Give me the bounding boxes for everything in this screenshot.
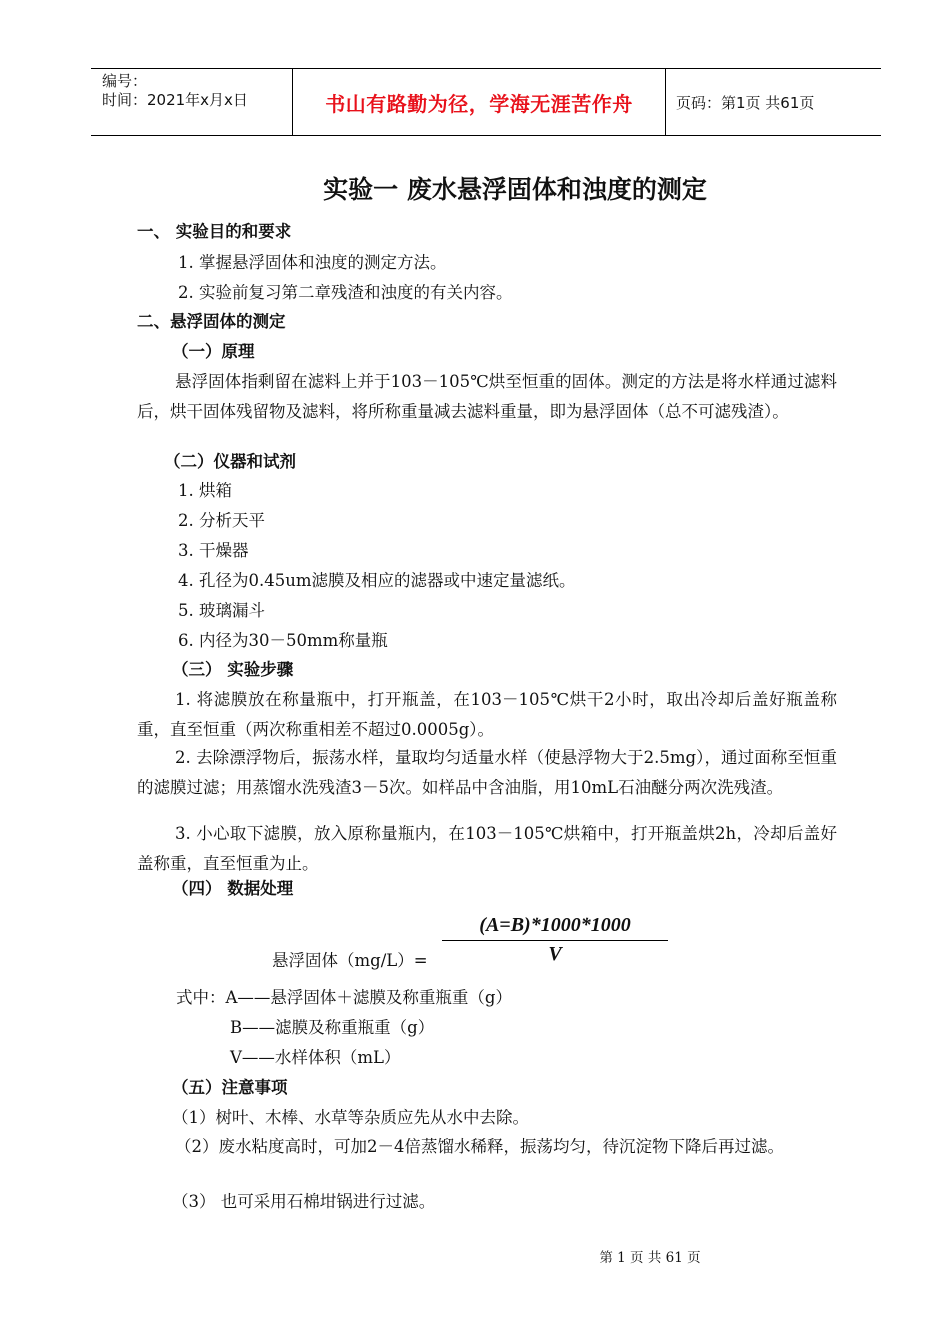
section-1-item: 2. 实验前复习第二章残渣和浊度的有关内容。: [178, 283, 513, 302]
principle-heading: （一）原理: [172, 342, 255, 361]
section-2-heading: 二、悬浮固体的测定: [137, 312, 286, 331]
number-label: 编号：: [102, 72, 148, 90]
time-label: 时间：2021年x月x日: [102, 91, 248, 109]
formula-legend-item: V——水样体积（mL）: [230, 1048, 401, 1067]
step-item: 1. 将滤膜放在称量瓶中，打开瓶盖，在103－105℃烘干2小时，取出冷却后盖好瓶盖称重，直至恒重（两次称重相差不超过0.0005g）。: [137, 690, 837, 739]
instrument-item: 1. 烘箱: [178, 481, 232, 500]
instrument-item: 3. 干燥器: [178, 541, 249, 560]
step-item: 2. 去除漂浮物后，振荡水样，量取均匀适量水样（使悬浮物大于2.5mg），通过面称至恒重的滤膜过滤；用蒸馏水洗残渣3－5次。如样品中含油脂，用10mL石油醚分两次洗残渣。: [137, 748, 837, 797]
section-1-item: 1. 掌握悬浮固体和浊度的测定方法。: [178, 253, 447, 272]
formula-numerator: (A=B)*1000*1000: [442, 912, 668, 941]
instrument-item: 6. 内径为30－50mm称量瓶: [178, 631, 388, 650]
formula-legend-item: 式中：A——悬浮固体＋滤膜及称重瓶重（g）: [176, 988, 512, 1007]
notes-heading: （五）注意事项: [172, 1078, 288, 1097]
instruments-heading: （二）仪器和试剂: [164, 452, 296, 471]
section-1-heading: 一、 实验目的和要求: [137, 222, 292, 241]
steps-heading: （三） 实验步骤: [172, 660, 294, 679]
formula-fraction: [442, 912, 668, 967]
instrument-item: 2. 分析天平: [178, 511, 265, 530]
note-item: （3） 也可采用石棉坩锅进行过滤。: [172, 1192, 436, 1211]
formula-label: 悬浮固体（mg/L）=: [272, 951, 428, 970]
note-item: （2）废水粘度高时，可加2－4倍蒸馏水稀释，振荡均匀，待沉淀物下降后再过滤。: [175, 1137, 784, 1156]
data-processing-heading: （四） 数据处理: [172, 879, 294, 898]
instrument-item: 5. 玻璃漏斗: [178, 601, 265, 620]
step-item: 3. 小心取下滤膜，放入原称量瓶内，在103－105℃烘箱中，打开瓶盖烘2h，冷却后盖好盖称重，直至恒重为止。: [137, 824, 837, 873]
header-meta: [91, 69, 293, 135]
formula-denominator: V: [548, 943, 562, 965]
page-footer: 第 1 页 共 61 页: [599, 1250, 701, 1266]
page-header: [91, 68, 881, 136]
page-title: 实验一 废水悬浮固体和浊度的测定: [323, 175, 707, 204]
principle-text: 悬浮固体指剩留在滤料上并于103－105℃烘至恒重的固体。测定的方法是将水样通过滤料后，烘干固体残留物及滤料，将所称重量减去滤料重量，即为悬浮固体（总不可滤残渣）。: [137, 372, 837, 421]
header-motto: 书山有路勤为径，学海无涯苦作舟: [293, 69, 666, 135]
note-item: （1）树叶、木棒、水草等杂质应先从水中去除。: [172, 1108, 529, 1127]
formula-legend-item: B——滤膜及称重瓶重（g）: [230, 1018, 435, 1037]
header-page-info: 页码：第1页 共61页: [676, 93, 815, 112]
instrument-item: 4. 孔径为0.45um滤膜及相应的滤器或中速定量滤纸。: [178, 571, 576, 590]
